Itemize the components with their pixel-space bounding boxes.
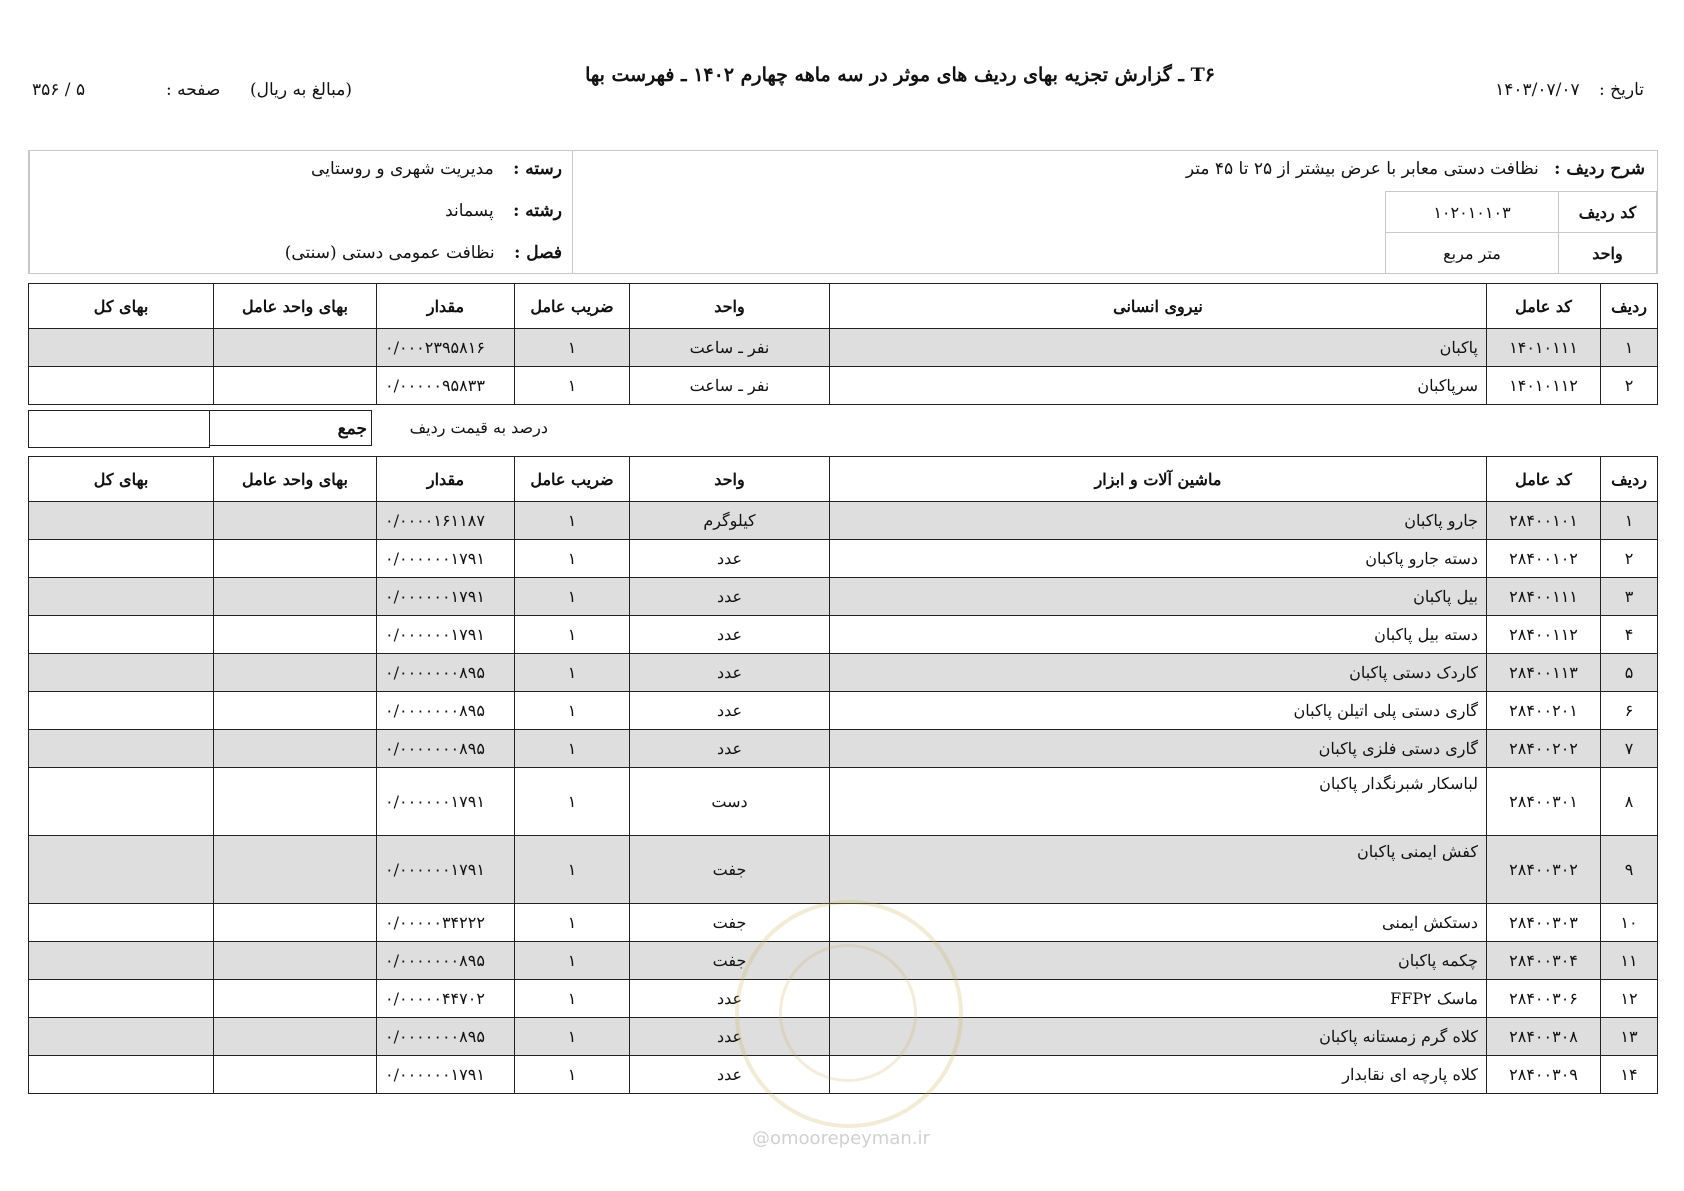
factor-unit: عدد <box>630 1018 830 1056</box>
row-number: ۶ <box>1601 692 1658 730</box>
factor-total <box>29 1056 214 1094</box>
factor-total <box>29 367 214 405</box>
factor-unit-price <box>214 904 377 942</box>
col-coef: ضریب عامل <box>515 457 630 502</box>
factor-coef: ۱ <box>515 942 630 980</box>
row-number: ۱۰ <box>1601 904 1658 942</box>
factor-code: ۲۸۴۰۰۳۰۳ <box>1487 904 1601 942</box>
factor-unit-price <box>214 367 377 405</box>
col-code: کد عامل <box>1487 457 1601 502</box>
factor-title: کلاه گرم زمستانه پاکبان <box>830 1018 1487 1056</box>
col-row: ردیف <box>1601 284 1658 329</box>
row-number: ۹ <box>1601 836 1658 904</box>
factor-total <box>29 329 214 367</box>
factor-coef: ۱ <box>515 540 630 578</box>
factor-qty: ۰/۰۰۰۲۳۹۵۸۱۶ <box>377 329 515 367</box>
factor-title: لباسکار شبرنگدار پاکبان <box>830 768 1487 836</box>
factor-total <box>29 1018 214 1056</box>
col-qty: مقدار <box>377 457 515 502</box>
factor-unit-price <box>214 654 377 692</box>
row-number: ۱ <box>1601 502 1658 540</box>
table-row <box>29 768 1658 836</box>
factor-unit-price <box>214 836 377 904</box>
watermark-seal <box>735 900 963 1128</box>
factor-title: پاکبان <box>830 329 1487 367</box>
factor-unit: نفر ـ ساعت <box>630 329 830 367</box>
factor-title: دستکش ایمنی <box>830 904 1487 942</box>
row-number: ۸ <box>1601 768 1658 836</box>
factor-unit-price <box>214 980 377 1018</box>
factor-unit-price <box>214 730 377 768</box>
factor-title: سرپاکبان <box>830 367 1487 405</box>
factor-code: ۲۸۴۰۰۳۰۶ <box>1487 980 1601 1018</box>
factor-unit-price <box>214 578 377 616</box>
factor-unit: جفت <box>630 904 830 942</box>
factor-coef: ۱ <box>515 692 630 730</box>
row-number: ۱۳ <box>1601 1018 1658 1056</box>
page-number: ۵ / ۳۵۶ <box>32 80 86 100</box>
factor-coef: ۱ <box>515 1018 630 1056</box>
item-unit-label: واحد <box>1558 233 1656 273</box>
factor-qty: ۰/۰۰۰۰۰۰۰۸۹۵ <box>377 654 515 692</box>
chapter-label: فصل : <box>514 243 562 263</box>
factor-unit: نفر ـ ساعت <box>630 367 830 405</box>
factor-total <box>29 730 214 768</box>
chapter-row <box>285 243 562 263</box>
col-unit-price: بهای واحد عامل <box>214 284 377 329</box>
factor-title: دسته بیل پاکبان <box>830 616 1487 654</box>
factor-qty: ۰/۰۰۰۰۰۴۴۷۰۲ <box>377 980 515 1018</box>
factor-unit: جفت <box>630 836 830 904</box>
col-qty: مقدار <box>377 284 515 329</box>
report-title: T۶ ـ گزارش تجزیه بهای ردیف های موثر در سه ماهه چهارم ۱۴۰۲ ـ فهرست بها <box>585 64 1215 86</box>
labor-table <box>28 283 1658 405</box>
factor-code: ۲۸۴۰۰۱۰۱ <box>1487 502 1601 540</box>
sum-label: جمع <box>209 410 372 446</box>
factor-coef: ۱ <box>515 616 630 654</box>
factor-code: ۱۴۰۱۰۱۱۲ <box>1487 367 1601 405</box>
factor-title: ماسک FFP۲ <box>830 980 1487 1018</box>
desc-label: شرح ردیف : <box>1554 159 1645 179</box>
category-value: مدیریت شهری و روستایی <box>311 159 494 179</box>
factor-total <box>29 942 214 980</box>
factor-coef: ۱ <box>515 654 630 692</box>
col-title: نیروی انسانی <box>830 284 1487 329</box>
factor-total <box>29 578 214 616</box>
factor-qty: ۰/۰۰۰۰۰۰۱۷۹۱ <box>377 1056 515 1094</box>
table-row <box>29 730 1658 768</box>
table-row <box>29 616 1658 654</box>
factor-coef: ۱ <box>515 768 630 836</box>
row-number: ۵ <box>1601 654 1658 692</box>
row-number: ۴ <box>1601 616 1658 654</box>
factor-title: چکمه پاکبان <box>830 942 1487 980</box>
factor-unit: دست <box>630 768 830 836</box>
item-code-value: ۱۰۲۰۱۰۱۰۳ <box>1433 202 1511 222</box>
factor-title: گاری دستی پلی اتیلن پاکبان <box>830 692 1487 730</box>
factor-code: ۲۸۴۰۰۱۱۳ <box>1487 654 1601 692</box>
table-row <box>29 329 1658 367</box>
page-label: صفحه : <box>166 80 221 100</box>
item-unit-box <box>1385 232 1657 274</box>
factor-code: ۲۸۴۰۰۳۰۱ <box>1487 768 1601 836</box>
field-row <box>445 201 562 221</box>
factor-code: ۱۴۰۱۰۱۱۱ <box>1487 329 1601 367</box>
row-number: ۱۲ <box>1601 980 1658 1018</box>
date <box>1495 80 1644 100</box>
factor-qty: ۰/۰۰۰۰۰۰۱۷۹۱ <box>377 540 515 578</box>
table-row <box>29 654 1658 692</box>
factor-total <box>29 692 214 730</box>
factor-title: کفش ایمنی پاکبان <box>830 836 1487 904</box>
factor-total <box>29 836 214 904</box>
factor-total <box>29 616 214 654</box>
col-title: ماشین آلات و ابزار <box>830 457 1487 502</box>
factor-unit: عدد <box>630 540 830 578</box>
machinery-header-row <box>29 457 1658 502</box>
col-coef: ضریب عامل <box>515 284 630 329</box>
factor-code: ۲۸۴۰۰۲۰۲ <box>1487 730 1601 768</box>
factor-qty: ۰/۰۰۰۰۰۰۰۸۹۵ <box>377 942 515 980</box>
factor-qty: ۰/۰۰۰۰۱۶۱۱۸۷ <box>377 502 515 540</box>
factor-code: ۲۸۴۰۰۳۰۲ <box>1487 836 1601 904</box>
row-number: ۲ <box>1601 540 1658 578</box>
factor-code: ۲۸۴۰۰۳۰۹ <box>1487 1056 1601 1094</box>
col-row: ردیف <box>1601 457 1658 502</box>
factor-title: جارو پاکبان <box>830 502 1487 540</box>
factor-coef: ۱ <box>515 502 630 540</box>
factor-unit: عدد <box>630 1056 830 1094</box>
item-unit-value: متر مربع <box>1443 243 1501 263</box>
col-total: بهای کل <box>29 284 214 329</box>
factor-qty: ۰/۰۰۰۰۰۳۴۲۲۲ <box>377 904 515 942</box>
factor-unit-price <box>214 692 377 730</box>
factor-coef: ۱ <box>515 836 630 904</box>
factor-coef: ۱ <box>515 578 630 616</box>
factor-total <box>29 980 214 1018</box>
factor-qty: ۰/۰۰۰۰۰۰۱۷۹۱ <box>377 768 515 836</box>
factor-unit: عدد <box>630 692 830 730</box>
row-number: ۱۴ <box>1601 1056 1658 1094</box>
col-unit: واحد <box>630 284 830 329</box>
desc-value: نظافت دستی معابر با عرض بیشتر از ۲۵ تا ۴۵ متر <box>1185 159 1539 179</box>
factor-qty: ۰/۰۰۰۰۰۰۱۷۹۱ <box>377 836 515 904</box>
item-code-label: کد ردیف <box>1558 192 1656 232</box>
date-value: ۱۴۰۳/۰۷/۰۷ <box>1495 80 1580 100</box>
col-unit-price: بهای واحد عامل <box>214 457 377 502</box>
factor-unit: عدد <box>630 616 830 654</box>
classification-panel <box>29 151 573 273</box>
row-number: ۱ <box>1601 329 1658 367</box>
row-number: ۳ <box>1601 578 1658 616</box>
factor-unit: عدد <box>630 730 830 768</box>
item-description <box>1186 159 1645 179</box>
factor-unit: عدد <box>630 654 830 692</box>
factor-code: ۲۸۴۰۰۱۰۲ <box>1487 540 1601 578</box>
item-code-box <box>1385 191 1657 233</box>
factor-unit-price <box>214 1056 377 1094</box>
factor-title: کلاه پارچه ای نقابدار <box>830 1056 1487 1094</box>
factor-title: دسته جارو پاکبان <box>830 540 1487 578</box>
factor-coef: ۱ <box>515 730 630 768</box>
sum-total-cell <box>28 410 210 448</box>
factor-unit: عدد <box>630 980 830 1018</box>
factor-total <box>29 904 214 942</box>
factor-unit-price <box>214 616 377 654</box>
factor-title: کاردک دستی پاکبان <box>830 654 1487 692</box>
factor-qty: ۰/۰۰۰۰۰۰۰۸۹۵ <box>377 692 515 730</box>
factor-qty: ۰/۰۰۰۰۰۹۵۸۳۳ <box>377 367 515 405</box>
item-info-box <box>28 150 1658 274</box>
category-label: رسته : <box>513 159 562 179</box>
factor-total <box>29 502 214 540</box>
table-row <box>29 692 1658 730</box>
factor-unit-price <box>214 540 377 578</box>
factor-code: ۲۸۴۰۰۲۰۱ <box>1487 692 1601 730</box>
factor-unit-price <box>214 1018 377 1056</box>
factor-unit: عدد <box>630 578 830 616</box>
factor-qty: ۰/۰۰۰۰۰۰۱۷۹۱ <box>377 616 515 654</box>
factor-code: ۲۸۴۰۰۳۰۸ <box>1487 1018 1601 1056</box>
factor-title: بیل پاکبان <box>830 578 1487 616</box>
factor-total <box>29 768 214 836</box>
table-row <box>29 578 1658 616</box>
factor-total <box>29 540 214 578</box>
factor-qty: ۰/۰۰۰۰۰۰۰۸۹۵ <box>377 730 515 768</box>
table-row <box>29 836 1658 904</box>
factor-unit: جفت <box>630 942 830 980</box>
percent-label: درصد به قیمت ردیف <box>409 418 548 437</box>
row-number: ۱۱ <box>1601 942 1658 980</box>
factor-unit-price <box>214 768 377 836</box>
factor-code: ۲۸۴۰۰۱۱۱ <box>1487 578 1601 616</box>
factor-code: ۲۸۴۰۰۳۰۴ <box>1487 942 1601 980</box>
category-row <box>311 159 562 179</box>
factor-unit-price <box>214 942 377 980</box>
factor-coef: ۱ <box>515 904 630 942</box>
chapter-value: نظافت عمومی دستی (سنتی) <box>284 243 495 263</box>
factor-qty: ۰/۰۰۰۰۰۰۰۸۹۵ <box>377 1018 515 1056</box>
factor-coef: ۱ <box>515 367 630 405</box>
labor-header-row <box>29 284 1658 329</box>
date-label: تاریخ : <box>1599 80 1644 100</box>
table-row <box>29 540 1658 578</box>
amount-note: (مبالغ به ریال) <box>250 80 353 100</box>
factor-total <box>29 654 214 692</box>
factor-unit-price <box>214 502 377 540</box>
factor-title: گاری دستی فلزی پاکبان <box>830 730 1487 768</box>
field-label: رشته : <box>513 201 562 221</box>
factor-qty: ۰/۰۰۰۰۰۰۱۷۹۱ <box>377 578 515 616</box>
col-total: بهای کل <box>29 457 214 502</box>
field-value: پسماند <box>445 201 494 221</box>
row-number: ۷ <box>1601 730 1658 768</box>
col-unit: واحد <box>630 457 830 502</box>
factor-coef: ۱ <box>515 329 630 367</box>
col-code: کد عامل <box>1487 284 1601 329</box>
factor-coef: ۱ <box>515 980 630 1018</box>
watermark-inner-ring <box>779 944 917 1082</box>
table-row <box>29 502 1658 540</box>
factor-unit: کیلوگرم <box>630 502 830 540</box>
table-row <box>29 367 1658 405</box>
row-number: ۲ <box>1601 367 1658 405</box>
factor-unit-price <box>214 329 377 367</box>
watermark-site: @omoorepeyman.ir <box>752 1128 930 1149</box>
factor-code: ۲۸۴۰۰۱۱۲ <box>1487 616 1601 654</box>
factor-coef: ۱ <box>515 1056 630 1094</box>
